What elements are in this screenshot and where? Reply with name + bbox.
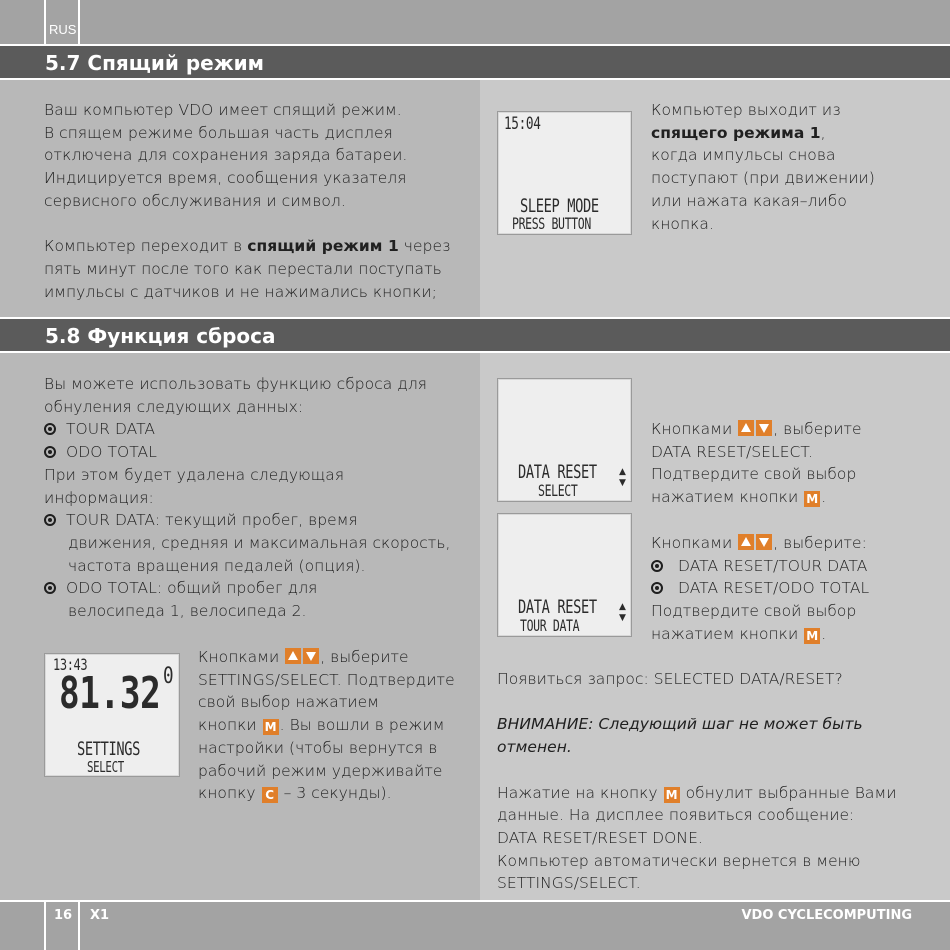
lcd-line1: DATA RESET	[518, 461, 597, 483]
lcd-up-down-icon: ▲ ▼	[619, 602, 626, 623]
model-name: X1	[90, 908, 110, 923]
footer	[0, 900, 950, 950]
lcd-settings-select	[44, 653, 180, 777]
up-button-icon	[285, 648, 301, 664]
m-button-icon: M	[665, 787, 678, 802]
text-line: обнуления следующих данных:	[44, 397, 304, 416]
settings-instructions	[198, 646, 455, 805]
down-button-icon	[303, 648, 319, 664]
lcd-unit-sup: 0	[163, 664, 174, 689]
text-line: кнопку C – 3 секунды).	[198, 784, 392, 803]
bullet-icon	[651, 560, 663, 572]
text-line: DATA RESET/RESET DONE.	[497, 828, 703, 847]
section-title: 5.8 Функция сброса	[45, 324, 276, 348]
lcd-line1: SETTINGS	[77, 738, 141, 760]
text-line: движения, средняя и максимальная скорость,	[68, 533, 451, 552]
text-line: Кнопками , выберите:	[651, 534, 867, 552]
text-line: нажатием кнопки M .	[651, 624, 827, 643]
text-line: Индицируется время, сообщения указателя	[44, 169, 407, 188]
text-line: данные. На дисплее появиться сообщение:	[497, 806, 855, 825]
text-line: Компьютер автоматически вернется в меню	[497, 851, 861, 870]
text-line: велосипеда 1, велосипеда 2.	[68, 602, 307, 621]
section-title: 5.7 Спящий режим	[45, 51, 264, 75]
text-line: свой выбор нажатием	[198, 693, 380, 712]
lcd-speed: 81.32	[59, 668, 161, 719]
down-button-icon	[756, 534, 772, 550]
up-button-icon	[738, 420, 754, 436]
lcd-data-reset-select	[497, 378, 632, 502]
list-item: ODO TOTAL: общий пробег для	[44, 577, 451, 600]
lcd-sleep-mode	[497, 111, 632, 235]
reset-data-instructions	[651, 532, 869, 646]
text-line: спящего режима 1,	[651, 123, 826, 142]
m-button-icon: M	[264, 720, 277, 735]
lcd-data-reset-tour	[497, 513, 632, 637]
text-line: При этом будет удалена следующая	[44, 465, 345, 484]
text-line: или нажата какая–либо	[651, 191, 847, 210]
warning-line: отменен.	[497, 738, 572, 757]
text-line: пять минут после того как перестали поступать	[44, 259, 442, 278]
reset-select-instructions	[651, 418, 862, 509]
page-number: 16	[54, 908, 73, 923]
text-line: информация:	[44, 488, 154, 507]
text-line: частота вращения педалей (опция).	[68, 556, 366, 575]
list-item: TOUR DATA	[44, 418, 451, 441]
section-heading-reset-function	[0, 317, 950, 353]
text-line: SETTINGS/SELECT.	[497, 874, 641, 893]
lcd-time: 15:04	[504, 114, 541, 134]
list-item: DATA RESET/ODO TOTAL	[651, 577, 869, 600]
text-line: Кнопками , выберите	[651, 420, 862, 438]
lcd-line1: DATA RESET	[518, 596, 597, 618]
text-line: сервисного обслуживания и символ.	[44, 191, 346, 210]
language-label: RUS	[49, 22, 77, 37]
reset-confirm-text	[497, 668, 896, 895]
bullet-icon	[44, 423, 56, 435]
lcd-line2: PRESS BUTTON	[512, 214, 591, 233]
text-line: Появиться запрос: SELECTED DATA/RESET?	[497, 670, 843, 688]
page-number-box	[44, 902, 80, 950]
text-line: отключена для сохранения заряда батареи.	[44, 146, 408, 165]
lcd-line2: TOUR DATA	[520, 616, 580, 635]
lcd-up-down-icon: ▲ ▼	[619, 467, 626, 488]
lcd-line2: SELECT	[538, 481, 578, 500]
top-band	[0, 0, 950, 44]
text-line: настройки (чтобы вернутся в	[198, 738, 438, 757]
bullet-icon	[44, 582, 56, 594]
text-line: Подтвердите свой выбор	[651, 465, 857, 484]
bullet-icon	[44, 446, 56, 458]
down-button-icon	[756, 420, 772, 436]
text-line: кнопка.	[651, 214, 714, 233]
lcd-line2: SELECT	[87, 758, 124, 776]
text-line: импульсы с датчиков и не нажимались кнопки;	[44, 282, 437, 301]
bullet-icon	[44, 514, 56, 526]
m-button-icon: M	[806, 628, 819, 643]
warning-line: ВНИМАНИЕ: Следующий шаг не может быть	[497, 715, 863, 734]
c-button-icon: C	[262, 787, 278, 803]
list-item: DATA RESET/TOUR DATA	[651, 555, 869, 578]
up-button-icon	[738, 534, 754, 550]
sleep-description	[44, 99, 450, 303]
brand-name: VDO CYCLECOMPUTING	[741, 908, 912, 923]
reset-intro	[44, 373, 451, 623]
text-line: рабочий режим удерживайте	[198, 761, 443, 780]
text-line: Компьютер выходит из	[651, 101, 841, 119]
text-line: SETTINGS/SELECT. Подтвердите	[198, 670, 455, 689]
sleep-exit-text	[651, 99, 875, 235]
section-heading-sleep-mode	[0, 44, 950, 80]
text-line: когда импульсы снова	[651, 146, 836, 165]
text-line: Вы можете использовать функцию сброса для	[44, 375, 428, 393]
text-line: кнопки M . Вы вошли в режим	[198, 716, 445, 735]
text-line: Подтвердите свой выбор	[651, 602, 857, 621]
text-line: Компьютер переходит в спящий режим 1 через	[44, 237, 451, 256]
lcd-time: 13:43	[53, 655, 88, 674]
bullet-icon	[651, 582, 663, 594]
list-item: TOUR DATA: текущий пробег, время	[44, 509, 451, 532]
text-line: Нажатие на кнопку M обнулит выбранные Вами	[497, 783, 897, 802]
text-line: нажатием кнопки M .	[651, 488, 827, 507]
text-line: Кнопками , выберите	[198, 648, 409, 666]
language-tab	[44, 0, 80, 44]
text-line: В спящем режиме большая часть дисплея	[44, 123, 393, 142]
text-line: поступают (при движении)	[651, 169, 875, 188]
lcd-line1: SLEEP MODE	[520, 195, 599, 217]
list-item: ODO TOTAL	[44, 441, 451, 464]
m-button-icon: M	[806, 492, 819, 507]
text-line: Ваш компьютер VDO имеет спящий режим.	[44, 101, 402, 119]
text-line: DATA RESET/SELECT.	[651, 442, 814, 461]
